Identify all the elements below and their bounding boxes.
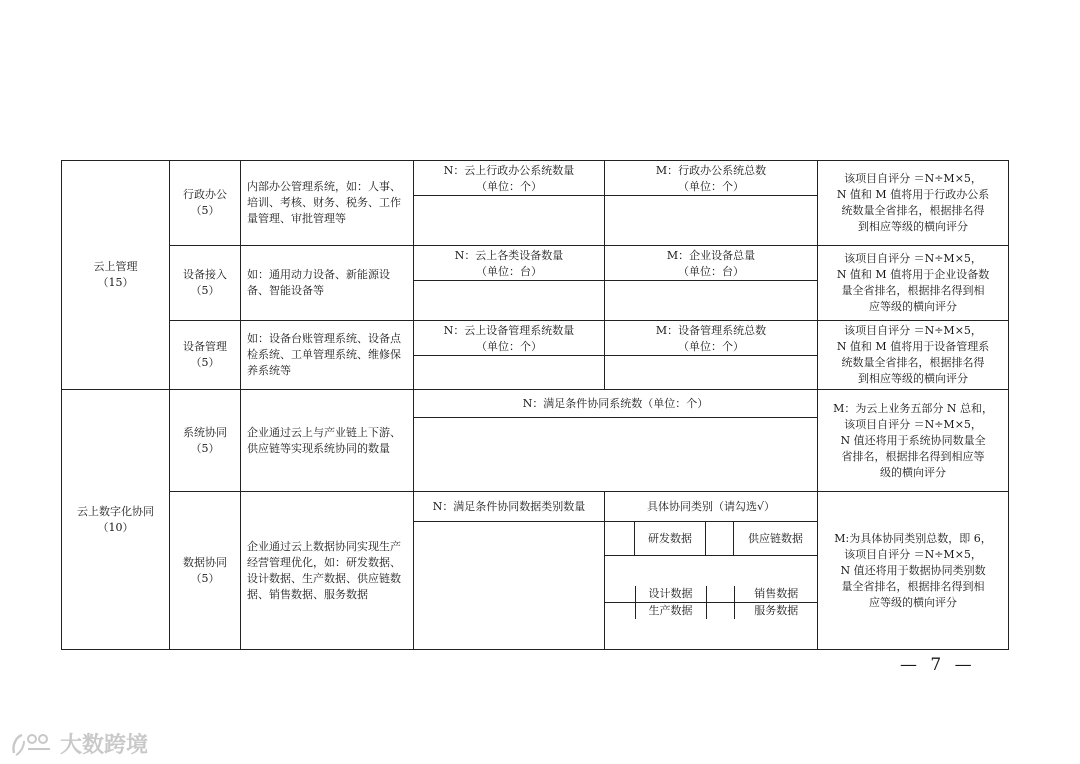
scoring-line: 该项目自评分 ＝N÷M×5， xyxy=(844,417,982,431)
scoring-line: 统数量全省排名，根据排名得 xyxy=(841,356,985,369)
item-cell-device-management xyxy=(170,321,241,390)
item-name: 数据协同 xyxy=(183,555,227,569)
checkbox-cell-design[interactable] xyxy=(605,586,635,603)
item-description: 如：通用动力设备、新能源设备、智能设备等 xyxy=(241,246,414,321)
scoring-line: 该项目自评分 ＝N÷M×5， xyxy=(844,172,982,185)
type-label-service: 服务数据 xyxy=(734,603,818,620)
item-score: （5） xyxy=(190,356,220,369)
evaluation-table xyxy=(61,160,1009,650)
n-value-input-cell[interactable] xyxy=(414,418,818,492)
type-label-design: 设计数据 xyxy=(635,586,706,603)
item-description: 企业通过云上数据协同实现生产经营管理优化，如：研发数据、设计数据、生产数据、供应链数据、销售数据、服务数据 xyxy=(241,492,414,650)
item-score: （5） xyxy=(190,204,220,217)
scoring-line: N 值和 M 值将用于行政办公系 xyxy=(836,188,990,201)
type-label-sales: 销售数据 xyxy=(734,586,818,603)
page-number: — 7 — xyxy=(900,655,976,675)
n-value-input-cell[interactable] xyxy=(414,281,605,321)
n-metric-header: N：满足条件协同系统数（单位：个） xyxy=(414,390,818,418)
scoring-line: 到相应等级的横向评分 xyxy=(858,220,969,233)
scoring-cell xyxy=(818,161,1009,246)
scoring-line: 该项目自评分 ＝N÷M×5， xyxy=(844,324,982,337)
item-cell-device-access xyxy=(170,246,241,321)
scoring-line: 该项目自评分 ＝N÷M×5， xyxy=(844,252,982,265)
n-metric-header xyxy=(414,161,605,196)
item-score: （5） xyxy=(190,571,220,585)
category-score: （15） xyxy=(97,276,134,289)
scoring-cell xyxy=(818,246,1009,321)
m-unit: （单位：个） xyxy=(678,340,744,353)
scoring-line: 量全省排名，根据排名得到相 xyxy=(841,284,985,297)
item-name: 系统协同 xyxy=(183,425,227,439)
watermark-text: 大数跨境 xyxy=(60,733,149,758)
n-metric-header xyxy=(414,321,605,356)
type-label-supply-chain: 供应链数据 xyxy=(734,522,818,556)
m-value-input-cell[interactable] xyxy=(605,281,818,321)
checkbox-cell-research[interactable] xyxy=(605,522,635,556)
scoring-line: 量全省排名，根据排名得到相 xyxy=(841,579,985,593)
category-cell-cloud-management xyxy=(62,161,170,390)
m-metric-header xyxy=(605,161,818,196)
scoring-line: N 值还将用于系统协同数量全 xyxy=(840,433,986,447)
m-label: M：行政办公系统总数 xyxy=(655,164,767,177)
scoring-line: N 值和 M 值将用于设备管理系 xyxy=(836,340,990,353)
m-metric-header xyxy=(605,246,818,281)
scoring-line: 省排名，根据排名得到相应等 xyxy=(841,449,985,463)
category-cell-digital-collaboration xyxy=(62,390,170,650)
item-score: （5） xyxy=(190,441,220,455)
item-description: 企业通过云上与产业链上下游、供应链等实现系统协同的数量 xyxy=(241,390,414,492)
item-cell-system-collaboration xyxy=(170,390,241,492)
checkbox-cell-production[interactable] xyxy=(605,603,635,620)
type-label-production: 生产数据 xyxy=(635,603,706,620)
m-unit: （单位：台） xyxy=(678,265,744,278)
checkbox-cell-service[interactable] xyxy=(706,603,734,620)
n-value-input-cell[interactable] xyxy=(414,196,605,246)
m-value-input-cell[interactable] xyxy=(605,356,818,390)
m-label: M：企业设备总量 xyxy=(666,249,756,262)
types-subgrid xyxy=(605,586,818,619)
scoring-line: 级的横向评分 xyxy=(880,465,947,479)
item-score: （5） xyxy=(190,284,220,297)
item-name: 设备接入 xyxy=(183,268,227,281)
scoring-line: N 值还将用于数据协同类别数 xyxy=(840,563,986,577)
checkbox-cell-sales[interactable] xyxy=(706,586,734,603)
collaboration-types-grid xyxy=(605,556,818,650)
n-label: N：云上行政办公系统数量 xyxy=(443,164,575,177)
scoring-cell xyxy=(818,492,1009,650)
category-name: 云上数字化协同 xyxy=(77,504,154,518)
scoring-line: 应等级的横向评分 xyxy=(869,595,958,609)
n-unit: （单位：个） xyxy=(476,340,542,353)
m-value-input-cell[interactable] xyxy=(605,196,818,246)
watermark xyxy=(10,728,148,759)
item-name: 设备管理 xyxy=(183,340,227,353)
item-description: 如：设备台账管理系统、设备点检系统、工单管理系统、维修保养系统等 xyxy=(241,321,414,390)
scoring-cell xyxy=(818,390,1009,492)
scoring-line: 到相应等级的横向评分 xyxy=(858,372,969,385)
scoring-line: M:为具体协同类别总数，即 6， xyxy=(834,531,992,545)
n-metric-header: N：满足条件协同数据类别数量 xyxy=(414,492,605,522)
n-value-input-cell[interactable] xyxy=(414,356,605,390)
item-cell-office xyxy=(170,161,241,246)
n-unit: （单位：台） xyxy=(476,265,542,278)
n-unit: （单位：个） xyxy=(476,180,542,193)
m-unit: （单位：个） xyxy=(678,180,744,193)
n-metric-header xyxy=(414,246,605,281)
scoring-line: M：为云上业务五部分 N 总和， xyxy=(833,401,993,415)
checkbox-cell-supply-chain[interactable] xyxy=(706,522,734,556)
scoring-line: N 值和 M 值将用于企业设备数 xyxy=(836,268,990,281)
category-score: （10） xyxy=(97,520,134,534)
category-name: 云上管理 xyxy=(93,260,138,273)
m-metric-header xyxy=(605,321,818,356)
item-description: 内部办公管理系统，如：人事、培训、考核、财务、税务、工作量管理、审批管理等 xyxy=(241,161,414,246)
scoring-line: 该项目自评分 ＝N÷M×5， xyxy=(844,547,982,561)
m-label: M：设备管理系统总数 xyxy=(655,324,767,337)
n-label: N：云上各类设备数量 xyxy=(454,249,564,262)
item-cell-data-collaboration xyxy=(170,492,241,650)
n-label: N：云上设备管理系统数量 xyxy=(443,324,575,337)
scoring-line: 应等级的横向评分 xyxy=(869,300,958,313)
collaboration-types-header: 具体协同类别（请勾选√） xyxy=(605,492,818,522)
type-label-research: 研发数据 xyxy=(635,522,706,556)
scoring-cell xyxy=(818,321,1009,390)
scoring-line: 统数量全省排名，根据排名得 xyxy=(841,204,985,217)
watermark-logo-icon xyxy=(10,731,56,757)
item-name: 行政办公 xyxy=(183,188,227,201)
n-value-input-cell[interactable] xyxy=(414,522,605,650)
